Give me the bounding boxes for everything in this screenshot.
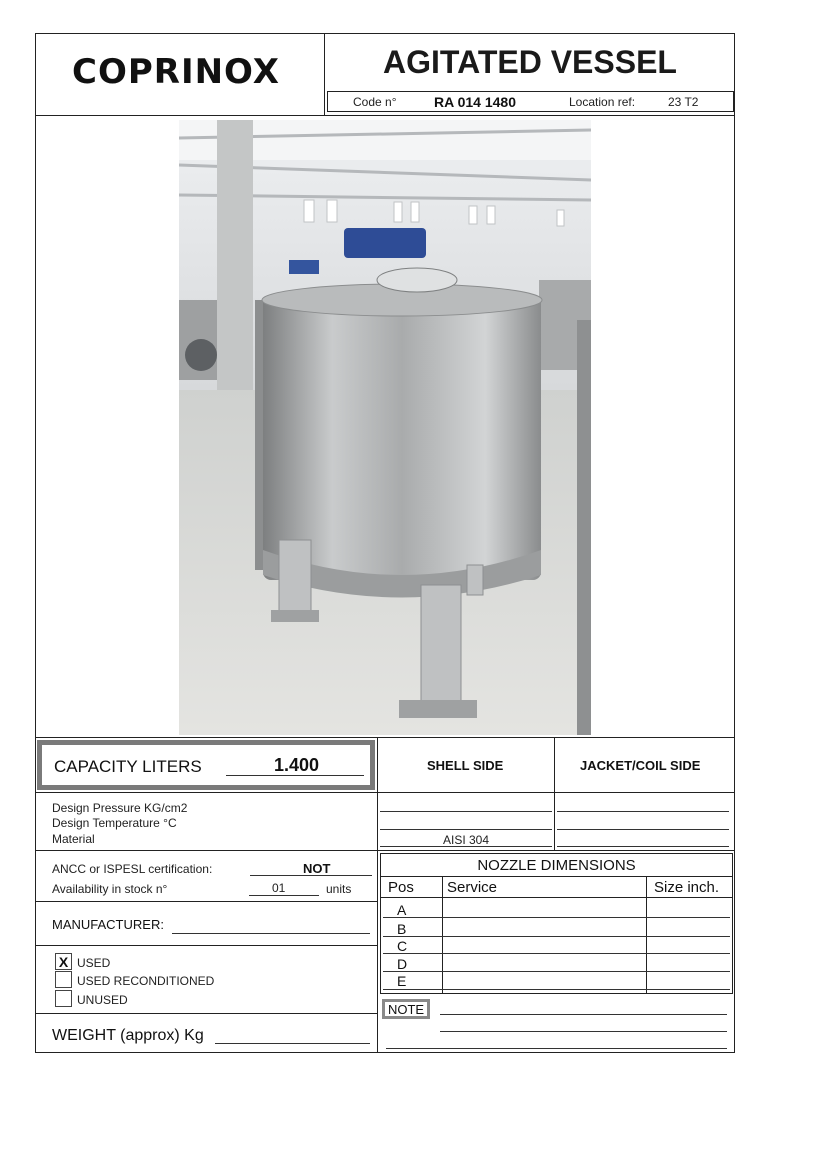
code-row: [327, 91, 734, 112]
header-bottom-line: [35, 115, 735, 116]
nozzle-row-line: [383, 953, 730, 954]
header-divider: [324, 33, 325, 116]
code-label: Code n°: [353, 95, 397, 109]
used-reconditioned-label: USED RECONDITIONED: [77, 974, 215, 988]
jacket-material-line: [557, 846, 729, 847]
nozzle-row-line: [383, 917, 730, 918]
condition-bottom-line: [35, 1013, 377, 1014]
location-label: Location ref:: [569, 95, 636, 109]
note-line: [440, 1014, 727, 1015]
location-value: 23 T2: [668, 95, 699, 109]
nozzle-pos-a: A: [397, 902, 407, 918]
nozzle-title: NOZZLE DIMENSIONS: [477, 857, 636, 874]
nozzle-col-size-divider: [646, 876, 647, 994]
used-label: USED: [77, 956, 111, 970]
nozzle-pos-e: E: [397, 973, 407, 989]
stock-value: 01: [272, 881, 286, 895]
nozzle-pos-b: B: [397, 921, 407, 937]
certification-label: ANCC or ISPESL certification:: [52, 862, 213, 876]
shell-jacket-divider: [554, 737, 555, 850]
capacity-box: [37, 740, 375, 790]
jacket-pressure-line: [557, 811, 729, 812]
center-divider: [377, 737, 378, 1053]
units-label: units: [326, 882, 352, 896]
capacity-label: CAPACITY LITERS: [54, 757, 202, 776]
nozzle-header-size: Size inch.: [654, 879, 720, 896]
vessel-photo-illustration: [179, 120, 591, 735]
vessel-photo: [179, 120, 591, 735]
unused-checkbox[interactable]: [55, 990, 72, 1007]
photo-bottom-line: [35, 737, 735, 738]
stock-label: Availability in stock n°: [52, 882, 168, 896]
manufacturer-underline: [172, 933, 370, 934]
nozzle-row-line: [383, 936, 730, 937]
manufacturer-label: MANUFACTURER:: [52, 917, 164, 932]
nozzle-header-pos: Pos: [388, 879, 414, 896]
note-line: [440, 1031, 727, 1032]
code-value: RA 014 1480: [434, 94, 516, 110]
cert-bottom-line: [35, 901, 377, 902]
nozzle-header-line: [380, 897, 733, 898]
note-label: NOTE: [382, 999, 430, 1019]
certification-value: NOT: [303, 861, 331, 876]
material-value: AISI 304: [443, 833, 490, 847]
jacket-temperature-line: [557, 829, 729, 830]
nozzle-col-pos-divider: [442, 876, 443, 994]
capacity-value: 1.400: [274, 755, 320, 775]
page-title: AGITATED VESSEL: [383, 44, 677, 80]
nozzle-title-line: [380, 876, 733, 877]
design-temperature-label: Design Temperature °C: [52, 816, 177, 830]
nozzle-pos-c: C: [397, 938, 408, 954]
weight-underline: [215, 1043, 370, 1044]
coprinox-logo: COPRINOX: [72, 52, 280, 92]
shell-pressure-line: [380, 811, 552, 812]
capacity-bottom-line: [35, 792, 377, 793]
used-checkbox[interactable]: X: [55, 953, 72, 970]
unused-label: UNUSED: [77, 993, 128, 1007]
material-label: Material: [52, 832, 95, 846]
design-bottom-line: [35, 850, 735, 851]
nozzle-pos-d: D: [397, 956, 408, 972]
header-row-line: [377, 792, 735, 793]
manufacturer-bottom-line: [35, 945, 377, 946]
nozzle-header-service: Service: [447, 879, 498, 896]
shell-temperature-line: [380, 829, 552, 830]
nozzle-row-line: [383, 971, 730, 972]
shell-side-header: SHELL SIDE: [427, 758, 504, 773]
weight-label: WEIGHT (approx) Kg: [52, 1027, 204, 1044]
note-line: [386, 1048, 727, 1049]
capacity-underline: [226, 775, 364, 776]
nozzle-table: [380, 853, 733, 994]
jacket-side-header: JACKET/COIL SIDE: [580, 758, 701, 773]
used-reconditioned-checkbox[interactable]: [55, 971, 72, 988]
design-pressure-label: Design Pressure KG/cm2: [52, 801, 188, 815]
nozzle-row-line: [383, 989, 730, 990]
stock-underline: [249, 895, 319, 896]
